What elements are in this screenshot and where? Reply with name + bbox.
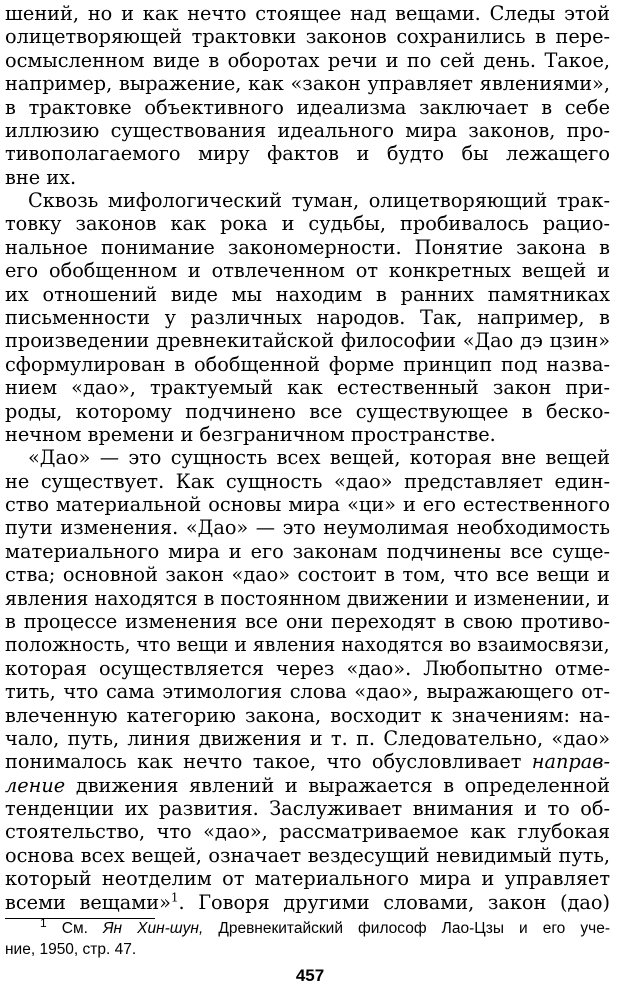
text-line: нальное понимание закономерности. Понятие закона в bbox=[5, 235, 610, 259]
text-line: которая осуществляется через «дао». Любопытно отме- bbox=[5, 656, 610, 680]
text-span: всеми вещами» bbox=[5, 890, 171, 914]
emphasis-text: направ- bbox=[531, 750, 610, 774]
text-span: движения явлений и выражается в определенной bbox=[65, 773, 610, 797]
text-line: сформулирован в обобщенной форме принцип под назва- bbox=[5, 352, 610, 376]
text-line: не существует. Как сущность «дао» представляет един- bbox=[5, 469, 610, 493]
text-line: письменности у различных народов. Так, например, в bbox=[5, 306, 610, 329]
footnote-line bbox=[40, 915, 610, 939]
footnote-ref: 1 bbox=[170, 890, 179, 905]
text-line: олицетворяющей трактовки законов сохранились в пере- bbox=[5, 25, 610, 49]
text-line: роды, которому подчинено все существующее в беско- bbox=[5, 399, 610, 423]
text-line: «Дао» — это сущность всех вещей, которая вне вещей bbox=[28, 446, 610, 470]
text-span: . Говоря другими словами, закон (дао) bbox=[178, 890, 610, 914]
text-line: влеченную категорию закона, восходит к значениям: на- bbox=[5, 703, 610, 727]
text-line: в процессе изменения все они переходят в свою противо- bbox=[5, 610, 610, 633]
text-line: тить, что сама этимология слова «дао», выражающего от- bbox=[5, 680, 610, 704]
text-line: тенденции их развития. Заслуживает внимания и то об- bbox=[5, 797, 610, 821]
text-span: См. bbox=[46, 920, 103, 937]
text-line: стоятельство, что «дао», рассматриваемое как глубокая bbox=[5, 820, 610, 844]
text-line: ство материальной основы мира «ци» и его естественного bbox=[5, 493, 610, 517]
footnote-marker: 1 bbox=[40, 915, 47, 930]
text-line: его обобщенном и отвлеченном от конкретных вещей и bbox=[5, 259, 610, 283]
text-line: нечном времени и безграничном пространстве. bbox=[5, 422, 496, 446]
text-line: Сквозь мифологический туман, олицетворяющий трак- bbox=[28, 189, 610, 213]
text-line: шений, но и как нечто стоящее над вещами. Следы этой bbox=[5, 2, 610, 25]
text-span: Древнекитайский философ Лао-Цзы и его уче- bbox=[203, 920, 610, 937]
emphasis-text: ление bbox=[5, 773, 66, 797]
footnote-line: ние, 1950, стр. 47. bbox=[5, 941, 137, 958]
text-line: тивополагаемого миру фактов и будто бы лежащего bbox=[5, 142, 610, 166]
text-line: пути изменения. «Дао» — это неумолимая необходимость bbox=[5, 516, 610, 540]
text-line: в трактовке объективного идеализма заключает в себе bbox=[5, 95, 610, 119]
text-line: материального мира и его законам подчинены все суще- bbox=[5, 539, 610, 563]
text-line: положность, что вещи и явления находятся во взаимосвязи, bbox=[5, 633, 610, 657]
text-line bbox=[5, 891, 610, 914]
text-line: вне их. bbox=[5, 165, 77, 189]
text-line: иллюзию существования идеального мира законов, про- bbox=[5, 118, 610, 142]
text-line: основа всех вещей, означает вездесущий невидимый путь, bbox=[5, 843, 610, 867]
footnote-author: Ян Хин-шун, bbox=[102, 920, 204, 937]
text-line bbox=[5, 750, 610, 773]
text-line: товку законов как рока и судьбы, пробивалось рацио- bbox=[5, 212, 610, 236]
text-line: произведении древнекитайской философии «Дао дэ цзин» bbox=[5, 329, 610, 353]
text-span: понималось как нечто такое, что обусловливает bbox=[5, 750, 532, 774]
text-line: например, выражение, как «закон управляет явлениями», bbox=[5, 72, 610, 96]
text-line: явления находятся в постоянном движении и изменении, и bbox=[5, 586, 610, 610]
text-line: нием «дао», трактуемый как естественный закон при- bbox=[5, 376, 610, 400]
text-line bbox=[5, 774, 610, 797]
text-line: осмысленном виде в оборотах речи и по сей день. Такое, bbox=[5, 48, 610, 72]
text-line: их отношений виде мы находим в ранних памятниках bbox=[5, 282, 610, 306]
text-line: чало, путь, линия движения и т. п. Следовательно, «дао» bbox=[5, 726, 610, 750]
page-number: 457 bbox=[295, 966, 325, 985]
text-line: ства; основной закон «дао» состоит в том, что все вещи и bbox=[5, 563, 610, 587]
text-line: который неотделим от материального мира и управляет bbox=[5, 867, 610, 891]
